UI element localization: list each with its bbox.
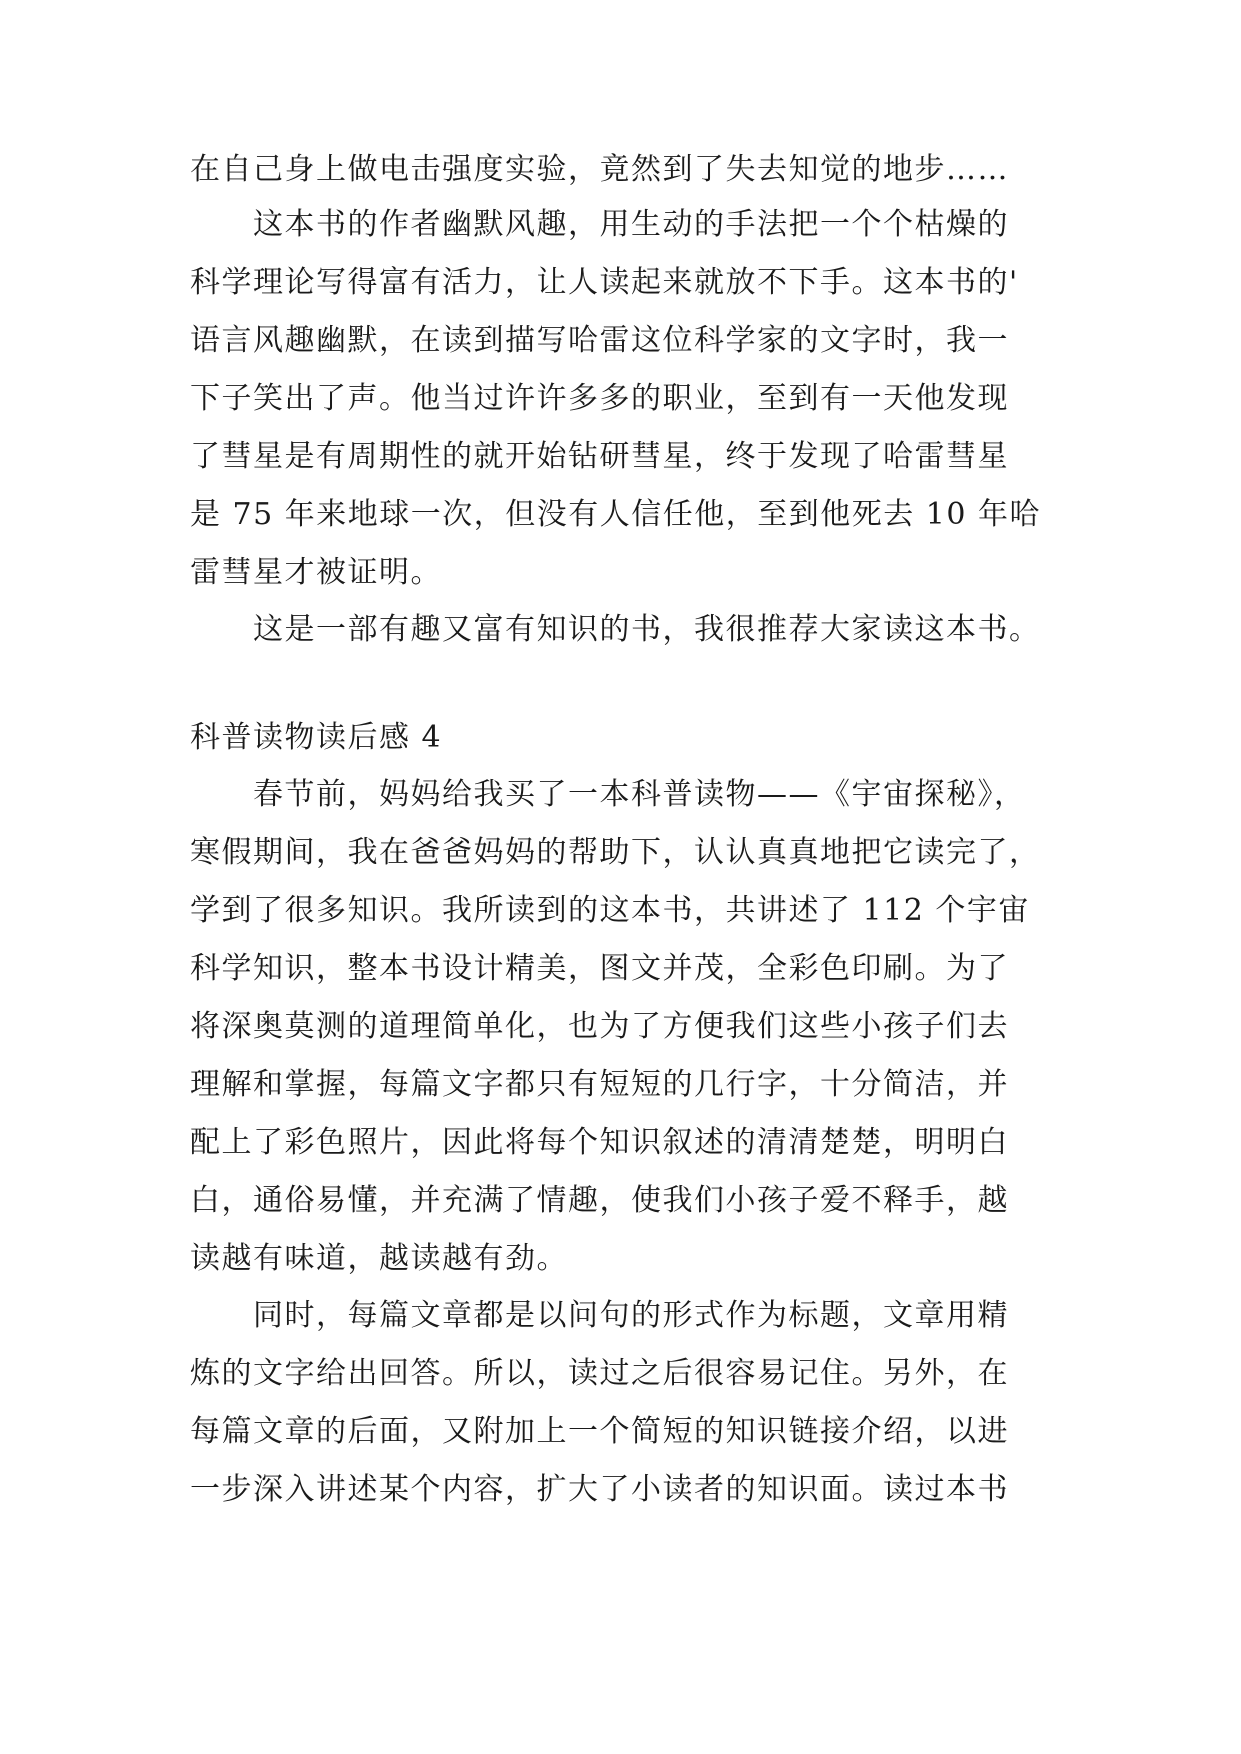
text-line: 理解和掌握，每篇文字都只有短短的几行字，十分简洁，并 [190, 1067, 1009, 1102]
text-line: 春节前，妈妈给我买了一本科普读物——《宇宙探秘》， [253, 777, 1026, 812]
text-line: 白，通俗易懂，并充满了情趣，使我们小孩子爱不释手，越 [190, 1183, 1009, 1218]
text-line: 是 75 年来地球一次，但没有人信任他，至到他死去 10 年哈 [190, 497, 1041, 532]
text-line: 同时，每篇文章都是以问句的形式作为标题，文章用精 [253, 1298, 1009, 1333]
text-line: 在自己身上做电击强度实验，竟然到了失去知觉的地步…… [190, 152, 1009, 187]
text-line: 学到了很多知识。我所读到的这本书，共讲述了 112 个宇宙 [190, 893, 1030, 928]
text-line: 读越有味道，越读越有劲。 [190, 1241, 568, 1276]
text-line: 了彗星是有周期性的就开始钻研彗星，终于发现了哈雷彗星 [190, 439, 1009, 474]
text-line: 这是一部有趣又富有知识的书，我很推荐大家读这本书。 [253, 612, 1041, 647]
text-line: 下子笑出了声。他当过许许多多的职业，至到有一天他发现 [190, 381, 1009, 416]
text-line: 将深奥莫测的道理简单化，也为了方便我们这些小孩子们去 [190, 1009, 1009, 1044]
text-line: 科学知识，整本书设计精美，图文并茂，全彩色印刷。为了 [190, 951, 1009, 986]
text-line: 一步深入讲述某个内容，扩大了小读者的知识面。读过本书 [190, 1472, 1009, 1507]
text-line: 每篇文章的后面，又附加上一个简短的知识链接介绍，以进 [190, 1414, 1009, 1449]
text-line: 雷彗星才被证明。 [190, 555, 442, 590]
text-line: 科学理论写得富有活力，让人读起来就放不下手。这本书的' [190, 265, 1019, 300]
text-line: 这本书的作者幽默风趣，用生动的手法把一个个枯燥的 [253, 207, 1009, 242]
text-line: 炼的文字给出回答。所以，读过之后很容易记住。另外，在 [190, 1356, 1009, 1391]
section-title: 科普读物读后感 4 [190, 720, 443, 755]
text-line: 寒假期间，我在爸爸妈妈的帮助下，认认真真地把它读完了， [190, 835, 1041, 870]
text-line: 配上了彩色照片，因此将每个知识叙述的清清楚楚，明明白 [190, 1125, 1009, 1160]
text-line: 语言风趣幽默，在读到描写哈雷这位科学家的文字时，我一 [190, 323, 1009, 358]
